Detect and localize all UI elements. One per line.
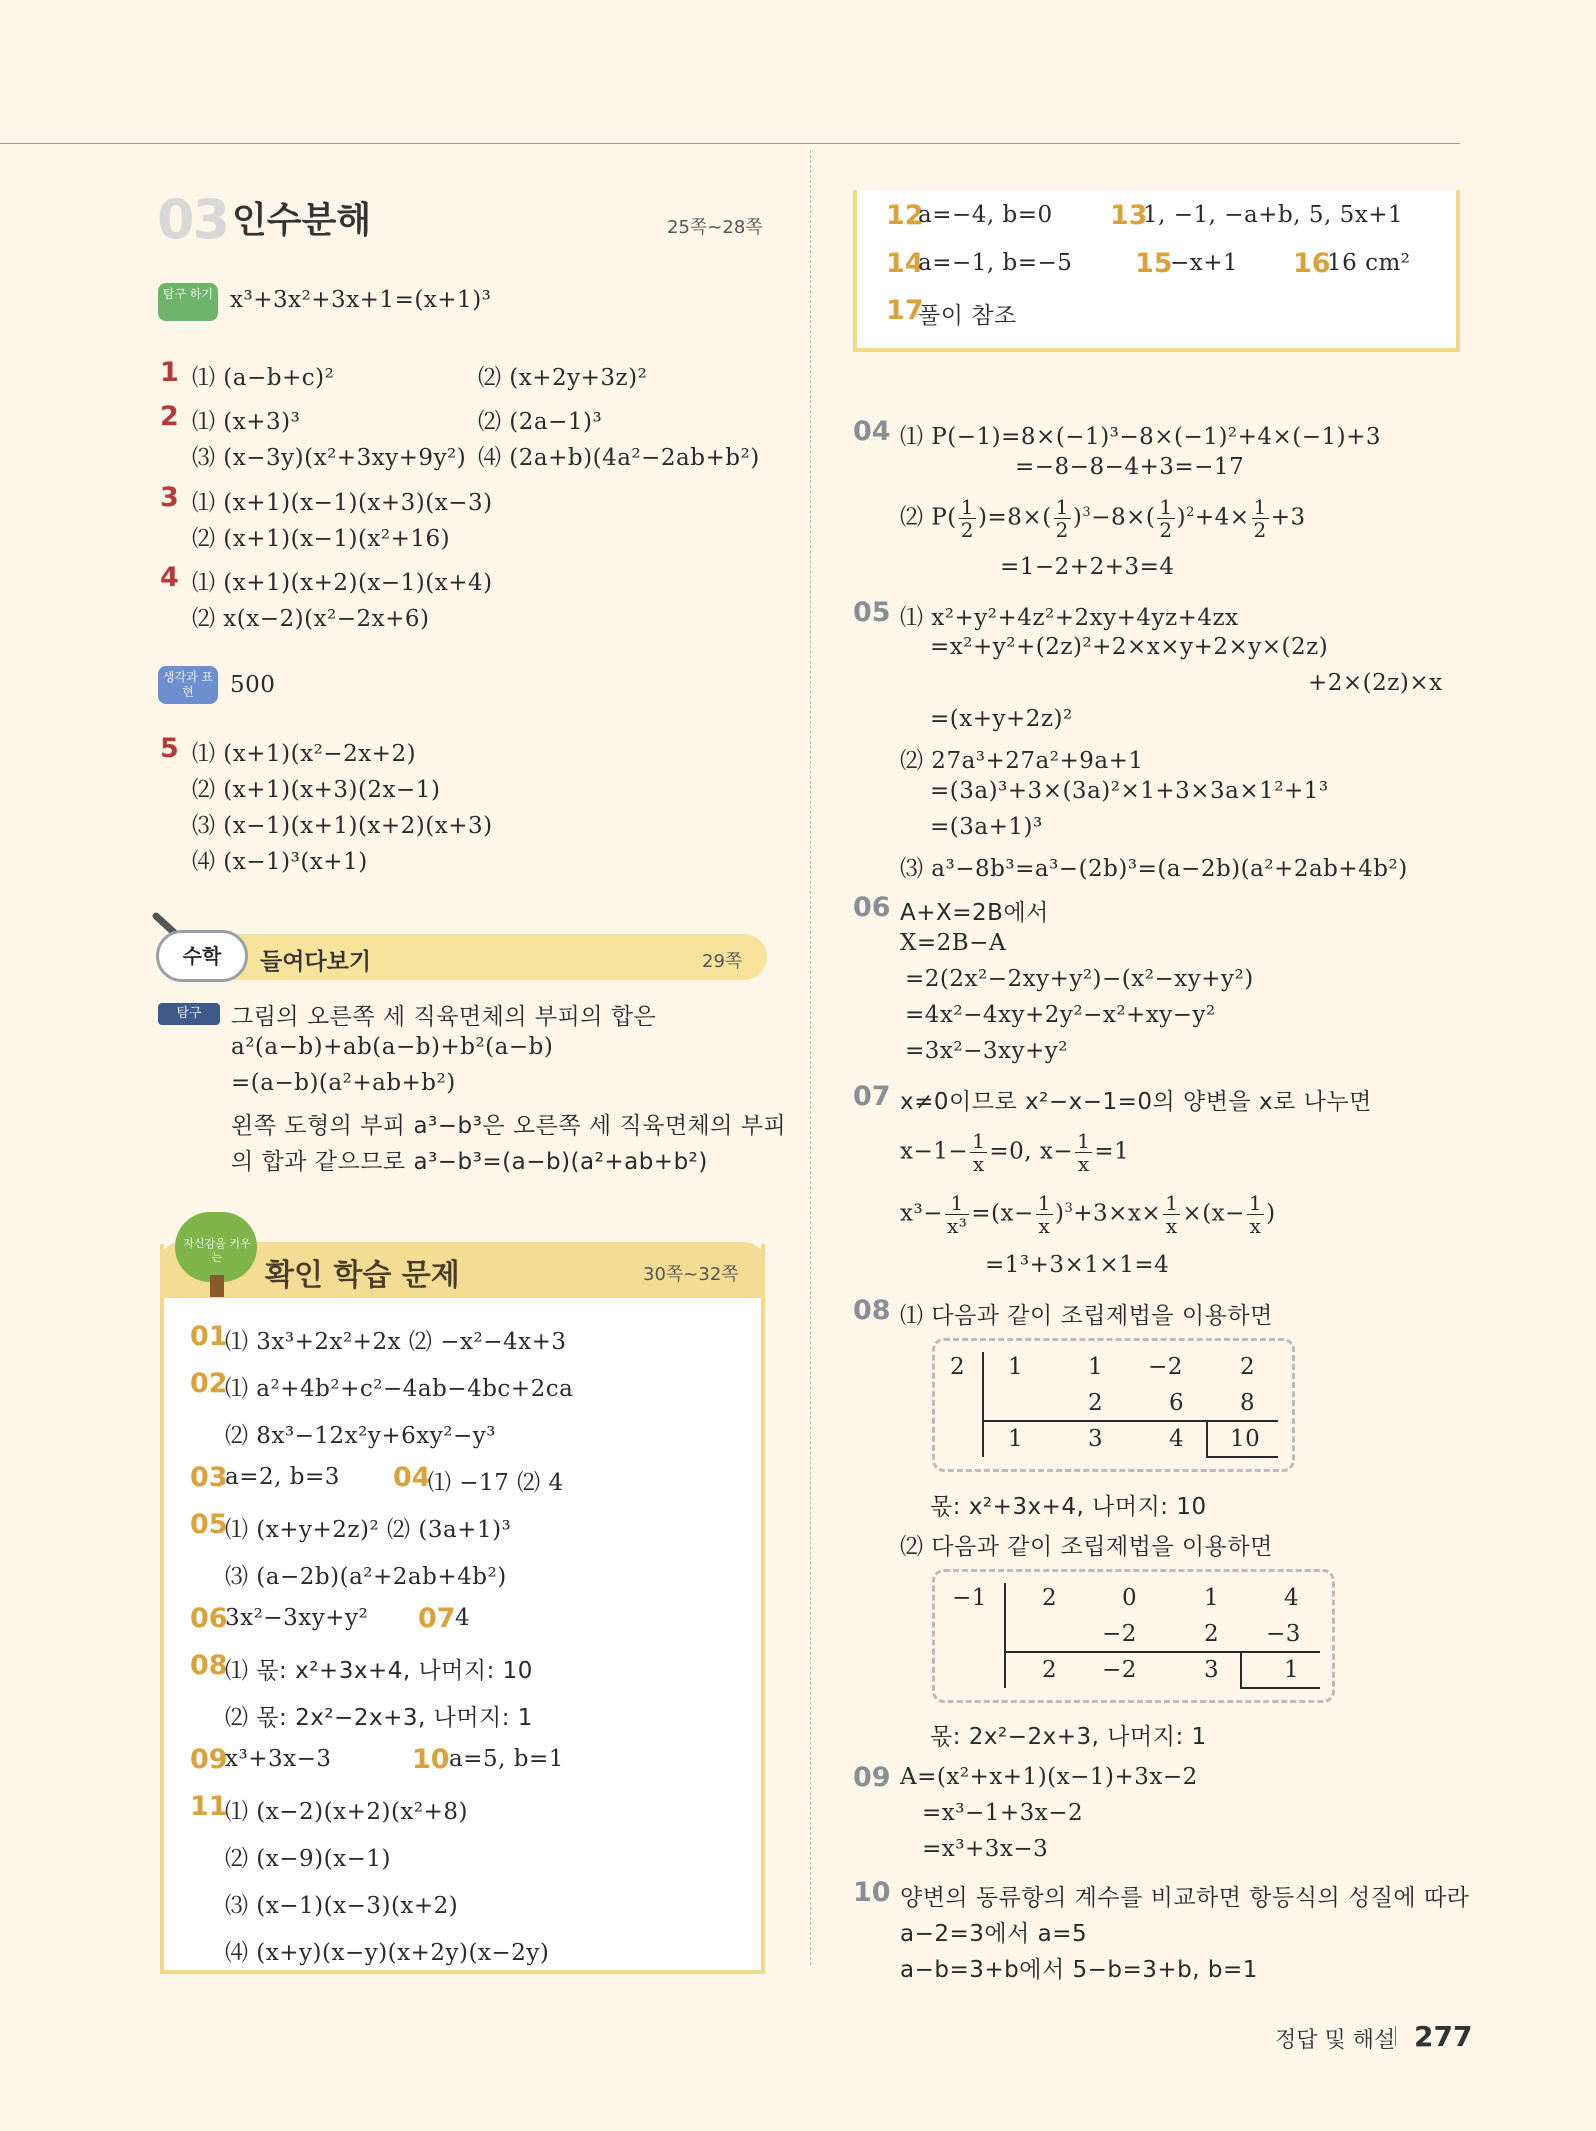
answer-text: ⑵ (2a−1)³ <box>478 409 603 435</box>
peek-line: 그림의 오른쪽 세 직육면체의 부피의 합은 <box>231 1004 657 1030</box>
answer-number: 14 <box>886 248 924 279</box>
solution-line: 양변의 동류항의 계수를 비교하면 항등식의 성질에 따라 <box>900 1885 1470 1911</box>
check-item-text: ⑴ (x−2)(x+2)(x²+8) <box>225 1799 468 1825</box>
check-item-text: a=2, b=3 <box>225 1464 340 1490</box>
division-line <box>1004 1651 1320 1653</box>
answer-text: ⑵ (x+1)(x+3)(2x−1) <box>192 777 441 803</box>
solution-line: =1−2+2+3=4 <box>1000 554 1175 580</box>
answer-number: 16 <box>1293 248 1331 279</box>
remainder-bar <box>1206 1422 1208 1456</box>
check-item-number: 11 <box>190 1791 228 1822</box>
fraction: $\frac{1}{x}$ <box>972 1129 986 1176</box>
answer-text: ⑴ (a−b+c)² <box>192 365 335 391</box>
check-item-text: ⑴ (x+y+2z)² ⑵ (3a+1)³ <box>225 1517 512 1543</box>
fraction: $\frac{1}{\text{x³}}$ <box>946 1191 968 1238</box>
solution-line-fraction: x³− $\frac{1}{\text{x³}}$ =(x− $\frac{1}{x}$ )$^3$+3×x× $\frac{1}{x}$ ×(x− $\frac{1}{x}$ ) <box>900 1191 1276 1238</box>
solution-text: =8× <box>987 504 1043 531</box>
answer-text: ⑴ (x+1)(x−1)(x+3)(x−3) <box>192 490 493 516</box>
answer-text: ⑴ (x+3)³ <box>192 409 301 435</box>
solution-text: +3 <box>1270 504 1306 531</box>
answer-number: 17 <box>886 295 924 326</box>
solution-text: −8× <box>1091 504 1146 531</box>
synth-cell: −2 <box>1148 1354 1183 1380</box>
check-title: 확인 학습 문제 <box>265 1258 460 1293</box>
answer-text: −x+1 <box>1170 250 1239 276</box>
solution-line: ⑴ P(−1)=8×(−1)³−8×(−1)²+4×(−1)+3 <box>900 424 1382 450</box>
chapter-pages: 25쪽~28쪽 <box>667 217 763 238</box>
check-pages: 30쪽~32쪽 <box>643 1264 739 1285</box>
answer-text: a=−4, b=0 <box>918 202 1053 228</box>
synth-cell: −2 <box>1102 1621 1137 1647</box>
fraction: $\frac{1}{2}$ <box>1159 495 1173 542</box>
check-item-text: ⑵ 8x³−12x²y+6xy²−y³ <box>225 1423 496 1449</box>
quotient-line: 몫: 2x²−2x+3, 나머지: 1 <box>930 1724 1207 1750</box>
think-badge: 생각과 표현 <box>158 666 218 704</box>
peek-line: 의 합과 같으므로 a³−b³=(a−b)(a²+ab+b²) <box>231 1149 708 1175</box>
solution-line: =1³+3×1×1=4 <box>985 1252 1170 1278</box>
solution-line: =−8−8−4+3=−17 <box>1015 454 1245 480</box>
solution-line: =x³+3x−3 <box>922 1836 1049 1862</box>
solution-line: =(3a)³+3×(3a)²×1+3×3a×1²+1³ <box>930 778 1329 804</box>
check-item-text: a=5, b=1 <box>449 1746 564 1772</box>
remainder-bar <box>1240 1653 1242 1687</box>
divisor: 2 <box>950 1354 966 1380</box>
solution-line: =x²+y²+(2z)²+2×x×y+2×y×(2z) <box>930 634 1329 660</box>
solution-line: a−b=3+b에서 5−b=3+b, b=1 <box>900 1957 1258 1983</box>
answer-text: ⑵ x(x−2)(x²−2x+6) <box>192 606 430 632</box>
answer-number: 2 <box>160 401 179 432</box>
check-item-text: ⑶ (x−1)(x−3)(x+2) <box>225 1893 459 1919</box>
answer-number: 1 <box>160 357 179 388</box>
solution-number: 07 <box>853 1081 891 1112</box>
divisor: −1 <box>952 1585 987 1611</box>
solution-text: +4× <box>1194 504 1250 531</box>
answer-number: 4 <box>160 562 179 593</box>
answer-number: 3 <box>160 482 179 513</box>
explore-badge: 탐구 하기 <box>158 283 218 321</box>
check-item-text: ⑶ (a−2b)(a²+2ab+4b²) <box>225 1564 507 1590</box>
synth-cell: 8 <box>1240 1390 1256 1416</box>
peek-line: =(a−b)(a²+ab+b²) <box>231 1070 456 1096</box>
solution-number: 08 <box>853 1295 891 1326</box>
synth-cell: 1 <box>1088 1354 1104 1380</box>
answer-text: ⑶ (x−1)(x+1)(x+2)(x+3) <box>192 813 493 839</box>
answer-text: 16 cm² <box>1327 250 1411 276</box>
answer-number: 5 <box>160 733 179 764</box>
answer-text: ⑷ (2a+b)(4a²−2ab+b²) <box>478 445 760 471</box>
answer-number: 13 <box>1110 200 1148 231</box>
solution-line: x≠0이므로 x²−x−1=0의 양변을 x로 나누면 <box>900 1089 1372 1115</box>
explore-text: x³+3x²+3x+1=(x+1)³ <box>230 287 492 313</box>
page-number: 277 <box>1414 2020 1473 2053</box>
check-item-text: ⑵ 몫: 2x²−2x+3, 나머지: 1 <box>225 1705 533 1731</box>
check-item-number: 10 <box>412 1744 450 1775</box>
chapter-number: 03 <box>157 188 229 251</box>
check-item-number: 01 <box>190 1321 228 1352</box>
solution-text: =1 <box>1094 1138 1130 1165</box>
synth-cell: −3 <box>1266 1621 1301 1647</box>
answer-text: ⑴ (x+1)(x²−2x+2) <box>192 741 417 767</box>
solution-line-fraction: ⑵ P( $\frac{1}{2}$ )=8×( $\frac{1}{2}$ )$^3$−8×( $\frac{1}{2}$ )$^2$+4× $\frac{1}{2}$ +3 <box>900 495 1306 542</box>
synth-cell: 2 <box>1204 1621 1220 1647</box>
synth-cell: 3 <box>1088 1426 1104 1452</box>
column-divider <box>810 150 811 1965</box>
remainder-line <box>1240 1687 1320 1689</box>
solution-number: 05 <box>853 597 891 628</box>
tree-trunk <box>210 1275 224 1297</box>
check-item-text: ⑵ (x−9)(x−1) <box>225 1846 391 1872</box>
solution-line: =(x+y+2z)² <box>930 706 1073 732</box>
check-item-number: 03 <box>190 1462 228 1493</box>
answer-text: ⑶ (x−3y)(x²+3xy+9y²) <box>192 445 467 471</box>
quotient-line: 몫: x²+3x+4, 나머지: 10 <box>930 1494 1207 1520</box>
check-item-number: 02 <box>190 1368 228 1399</box>
solution-text: x−1− <box>900 1138 969 1165</box>
synth-cell: 1 <box>1284 1657 1300 1683</box>
synth-cell: 4 <box>1169 1426 1185 1452</box>
answer-text: ⑷ (x−1)³(x+1) <box>192 849 368 875</box>
solution-line: ⑶ a³−8b³=a³−(2b)³=(a−2b)(a²+2ab+4b²) <box>900 856 1408 882</box>
solution-line: =3x²−3xy+y² <box>905 1038 1068 1064</box>
answer-text: ⑵ (x+2y+3z)² <box>478 365 648 391</box>
answer-text: 1, −1, −a+b, 5, 5x+1 <box>1143 202 1404 228</box>
synth-cell: 3 <box>1204 1657 1220 1683</box>
check-item-number: 04 <box>393 1462 431 1493</box>
solution-line: =(3a+1)³ <box>930 814 1043 840</box>
peek-label: 들여다보기 <box>260 949 372 975</box>
synth-cell: 2 <box>1240 1354 1256 1380</box>
remainder-line <box>1206 1456 1278 1458</box>
peek-pages: 29쪽 <box>702 951 743 972</box>
solution-line: A+X=2B에서 <box>900 900 1049 926</box>
check-item-number: 08 <box>190 1650 228 1681</box>
solution-line: a−2=3에서 a=5 <box>900 1921 1088 1947</box>
division-bar <box>1004 1583 1006 1688</box>
solution-number: 09 <box>853 1762 891 1793</box>
synth-cell: −2 <box>1102 1657 1137 1683</box>
solution-line: ⑴ 다음과 같이 조립제법을 이용하면 <box>900 1303 1273 1329</box>
check-item-number: 07 <box>418 1603 456 1634</box>
check-item-text: ⑷ (x+y)(x−y)(x+2y)(x−2y) <box>225 1940 550 1966</box>
solution-text: x³− <box>900 1200 943 1227</box>
solution-text: × <box>1182 1200 1203 1227</box>
synth-cell: 4 <box>1284 1585 1300 1611</box>
footer-divider <box>1395 2026 1396 2046</box>
check-item-text: 3x²−3xy+y² <box>225 1605 369 1631</box>
check-item-number: 09 <box>190 1744 228 1775</box>
solution-number: 06 <box>853 892 891 923</box>
synth-cell: 2 <box>1042 1585 1058 1611</box>
check-item-text: 4 <box>455 1605 471 1631</box>
fraction: $\frac{1}{x}$ <box>1165 1191 1179 1238</box>
check-item-number: 05 <box>190 1509 228 1540</box>
check-item-text: ⑴ 몫: x²+3x+4, 나머지: 10 <box>225 1658 533 1684</box>
check-item-text: x³+3x−3 <box>225 1746 332 1772</box>
solution-line: ⑴ x²+y²+4z²+2xy+4yz+4zx <box>900 605 1239 631</box>
fraction: $\frac{1}{2}$ <box>1055 495 1069 542</box>
peek-bar <box>157 934 767 980</box>
synth-cell: 0 <box>1122 1585 1138 1611</box>
solution-text: +3×x× <box>1073 1200 1162 1227</box>
peek-line: 왼쪽 도형의 부피 a³−b³은 오른쪽 세 직육면체의 부피 <box>231 1113 787 1139</box>
synth-cell: 6 <box>1169 1390 1185 1416</box>
synth-cell: 1 <box>1008 1354 1024 1380</box>
answer-text: 풀이 참조 <box>918 303 1017 329</box>
answer-text: ⑵ (x+1)(x−1)(x²+16) <box>192 526 451 552</box>
synth-cell: 10 <box>1230 1426 1261 1452</box>
peek-badge: 탐구 <box>158 1003 220 1025</box>
think-value: 500 <box>230 672 276 698</box>
solution-line: =x³−1+3x−2 <box>922 1800 1084 1826</box>
synth-cell: 2 <box>1042 1657 1058 1683</box>
peek-circle: 수학 <box>156 930 248 982</box>
chapter-title: 인수분해 <box>232 200 372 241</box>
division-line <box>982 1420 1278 1422</box>
answer-number: 15 <box>1135 248 1173 279</box>
footer-label: 정답 및 해설 <box>1275 2028 1396 2053</box>
fraction: $\frac{1}{x}$ <box>1077 1129 1091 1176</box>
fraction: $\frac{1}{x}$ <box>1248 1191 1263 1238</box>
check-item-number: 06 <box>190 1603 228 1634</box>
solution-number: 04 <box>853 416 891 447</box>
answer-text: ⑴ (x+1)(x+2)(x−1)(x+4) <box>192 570 493 596</box>
solution-line: =2(2x²−2xy+y²)−(x²−xy+y²) <box>905 966 1254 992</box>
solution-number: 10 <box>853 1877 891 1908</box>
solution-line: +2×(2z)×x <box>1308 670 1443 696</box>
solution-line: A=(x²+x+1)(x−1)+3x−2 <box>900 1764 1198 1790</box>
solution-line: X=2B−A <box>900 930 1007 956</box>
solution-line-fraction <box>900 1130 1129 1175</box>
fraction: $\frac{1}{x}$ <box>1037 1191 1051 1238</box>
fraction: $\frac{1}{2}$ <box>1253 495 1267 542</box>
solution-text: =0, x− <box>989 1138 1074 1165</box>
check-item-text: ⑴ a²+4b²+c²−4ab−4bc+2ca <box>225 1376 574 1402</box>
solution-line: =4x²−4xy+2y²−x²+xy−y² <box>905 1002 1216 1028</box>
tree-label: 자신감을 키우는 <box>183 1237 251 1264</box>
check-item-text: ⑴ 3x³+2x²+2x ⑵ −x²−4x+3 <box>225 1329 567 1355</box>
fraction: $\frac{1}{2}$ <box>960 495 975 542</box>
answer-text: a=−1, b=−5 <box>918 250 1073 276</box>
solution-line: ⑵ 다음과 같이 조립제법을 이용하면 <box>900 1534 1273 1560</box>
peek-line: a²(a−b)+ab(a−b)+b²(a−b) <box>231 1034 554 1060</box>
synth-cell: 1 <box>1204 1585 1220 1611</box>
check-item-text: ⑴ −17 ⑵ 4 <box>428 1470 564 1496</box>
division-bar <box>982 1352 984 1457</box>
top-rule <box>0 143 1460 144</box>
solution-text: ⑵ P <box>900 504 948 531</box>
solution-text: = <box>971 1200 992 1227</box>
synth-cell: 1 <box>1008 1426 1024 1452</box>
solution-line: ⑵ 27a³+27a²+9a+1 <box>900 748 1144 774</box>
answer-number: 12 <box>886 200 924 231</box>
synth-cell: 2 <box>1088 1390 1104 1416</box>
